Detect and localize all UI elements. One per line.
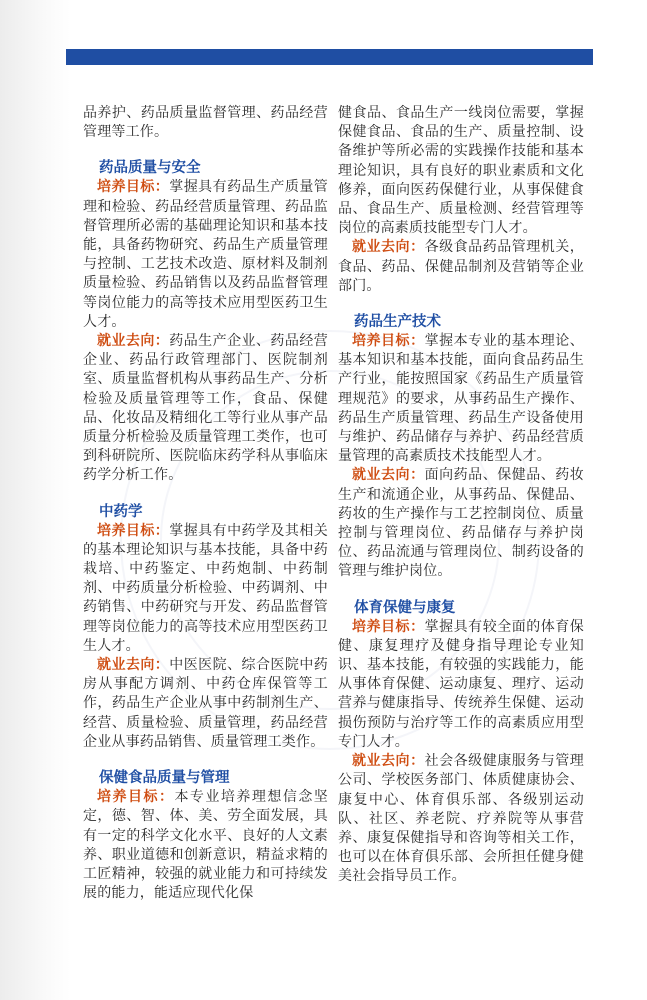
job-text: 药品生产企业、药品经营企业、药品行政管理部门、医院制剂室、质量监督机构从事药品生产、分析检验及质量管理等工作，食品、保健品、化妆品及精细化工等行业从事产品质量分析检验及质量管理工类作，也可到科研院所、医院临床药学科从事临床药学分析工作。 — [83, 333, 328, 484]
continued-paragraph: 健食品、食品生产一线岗位需要，掌握保健食品、食品的生产、质量控制、设备维护等所必需的实践操作技能和基本理论知识，具有良好的职业素质和文化修养，面向医药保健行业，从事保健食品、食品生产、质量检测、经营管理等岗位的高素质技能型专门人才。 — [338, 105, 584, 237]
job-text: 中医医院、综合医院中药房从事配方调剂、中药仓库保管等工作，药品生产企业从事中药制剂生产、经营、质量检验、质量管理，药品经营企业从事药品销售、质量管理工类作。 — [83, 657, 328, 750]
section-title-chinese-medicine: 中药学 — [99, 503, 143, 520]
job-text: 面向药品、保健品、药妆生产和流通企业，从事药品、保健品、药妆的生产操作与工艺控制岗位、质量控制与管理岗位、药品储存与养护岗位、药品流通与管理岗位、制药设备的管理与维护岗位。 — [338, 467, 585, 580]
goal-label: 培养目标： — [97, 789, 175, 806]
job-label: 就业去向： — [352, 753, 425, 770]
goal-label: 培养目标： — [97, 179, 170, 196]
goal-text: 掌握具有药品生产质量管理和检验、药品经营质量管理、药品监督管理所必需的基础理论知识和基本技能，具备药物研究、药品生产质量管理与控制、工艺技术改造、原材料及制剂质量检验、药品销售以及药品监督管理等岗位能力的高等技术应用型医药卫生人才。 — [83, 179, 328, 330]
right-column — [338, 104, 584, 887]
job-paragraph — [83, 656, 328, 752]
goal-label: 培养目标： — [352, 618, 425, 635]
intro-paragraph: 品养护、药品质量监督管理、药品经营管理等工作。 — [83, 105, 328, 141]
section-title-drug-quality-safety: 药品质量与安全 — [99, 160, 201, 177]
goal-text: 本专业培养理想信念坚定，德、智、体、美、劳全面发展，具有一定的科学文化水平、良好的人文素养、职业道德和创新意识，精益求精的工匠精神，较强的就业能力和可持续发展的能力，能适应现代化保 — [83, 789, 329, 902]
goal-label: 培养目标： — [97, 522, 170, 539]
section-title-sports-rehab: 体育保健与康复 — [354, 599, 456, 616]
goal-text: 掌握具有中药学及其相关的基本理论知识与基本技能，具备中药栽培、中药鉴定、中药炮制、中药制剂、中药质量分析检验、中药调剂、中药销售、中药研究与开发、药品监督管理等岗位能力的高等技术应用型医药卫生人才。 — [83, 522, 328, 654]
job-paragraph — [338, 752, 584, 886]
job-paragraph — [83, 332, 328, 486]
job-text: 各级食品药品管理机关，食品、药品、保健品制剂及营销等企业部门。 — [338, 239, 585, 294]
job-label: 就业去向： — [97, 657, 170, 674]
left-column — [83, 104, 328, 903]
goal-label: 培养目标： — [352, 333, 425, 350]
goal-text: 掌握本专业的基本理论、基本知识和基本技能，面向食品药品生产行业，能按照国家《药品生产质量管理规范》的要求，从事药品生产操作、药品生产质量管理、药品生产设备使用与维护、药品储存与养护、药品经营质量管理的高素质技术技能型人才。 — [338, 333, 585, 465]
goal-paragraph — [83, 788, 328, 903]
job-text: 社会各级健康服务与管理公司、学校医务部门、体质健康协会、康复中心、体育俱乐部、各级别运动队、社区、养老院、疗养院等从事营养、康复保健指导和咨询等相关工作，也可以在体育俱乐部、会所担任健身健美社会指导员工作。 — [338, 753, 585, 885]
goal-text: 掌握具有较全面的体育保健、康复理疗及健身指导理论专业知识、基本技能，有较强的实践能力，能从事体育保健、运动康复、理疗、运动营养与健康指导、传统养生保健、运动损伤预防与治疗等工作的高素质应用型专门人才。 — [338, 618, 585, 750]
goal-paragraph — [83, 522, 328, 656]
job-label: 就业去向： — [97, 333, 170, 350]
goal-paragraph — [338, 618, 584, 752]
job-label: 就业去向： — [352, 467, 425, 484]
job-label: 就业去向： — [352, 239, 425, 256]
goal-paragraph — [83, 178, 328, 332]
goal-paragraph — [338, 332, 584, 466]
job-paragraph — [338, 466, 584, 581]
section-title-drug-production: 药品生产技术 — [354, 314, 441, 331]
header-accent-bar — [66, 49, 593, 65]
section-title-health-food: 保健食品质量与管理 — [99, 770, 230, 787]
job-paragraph — [338, 238, 584, 296]
